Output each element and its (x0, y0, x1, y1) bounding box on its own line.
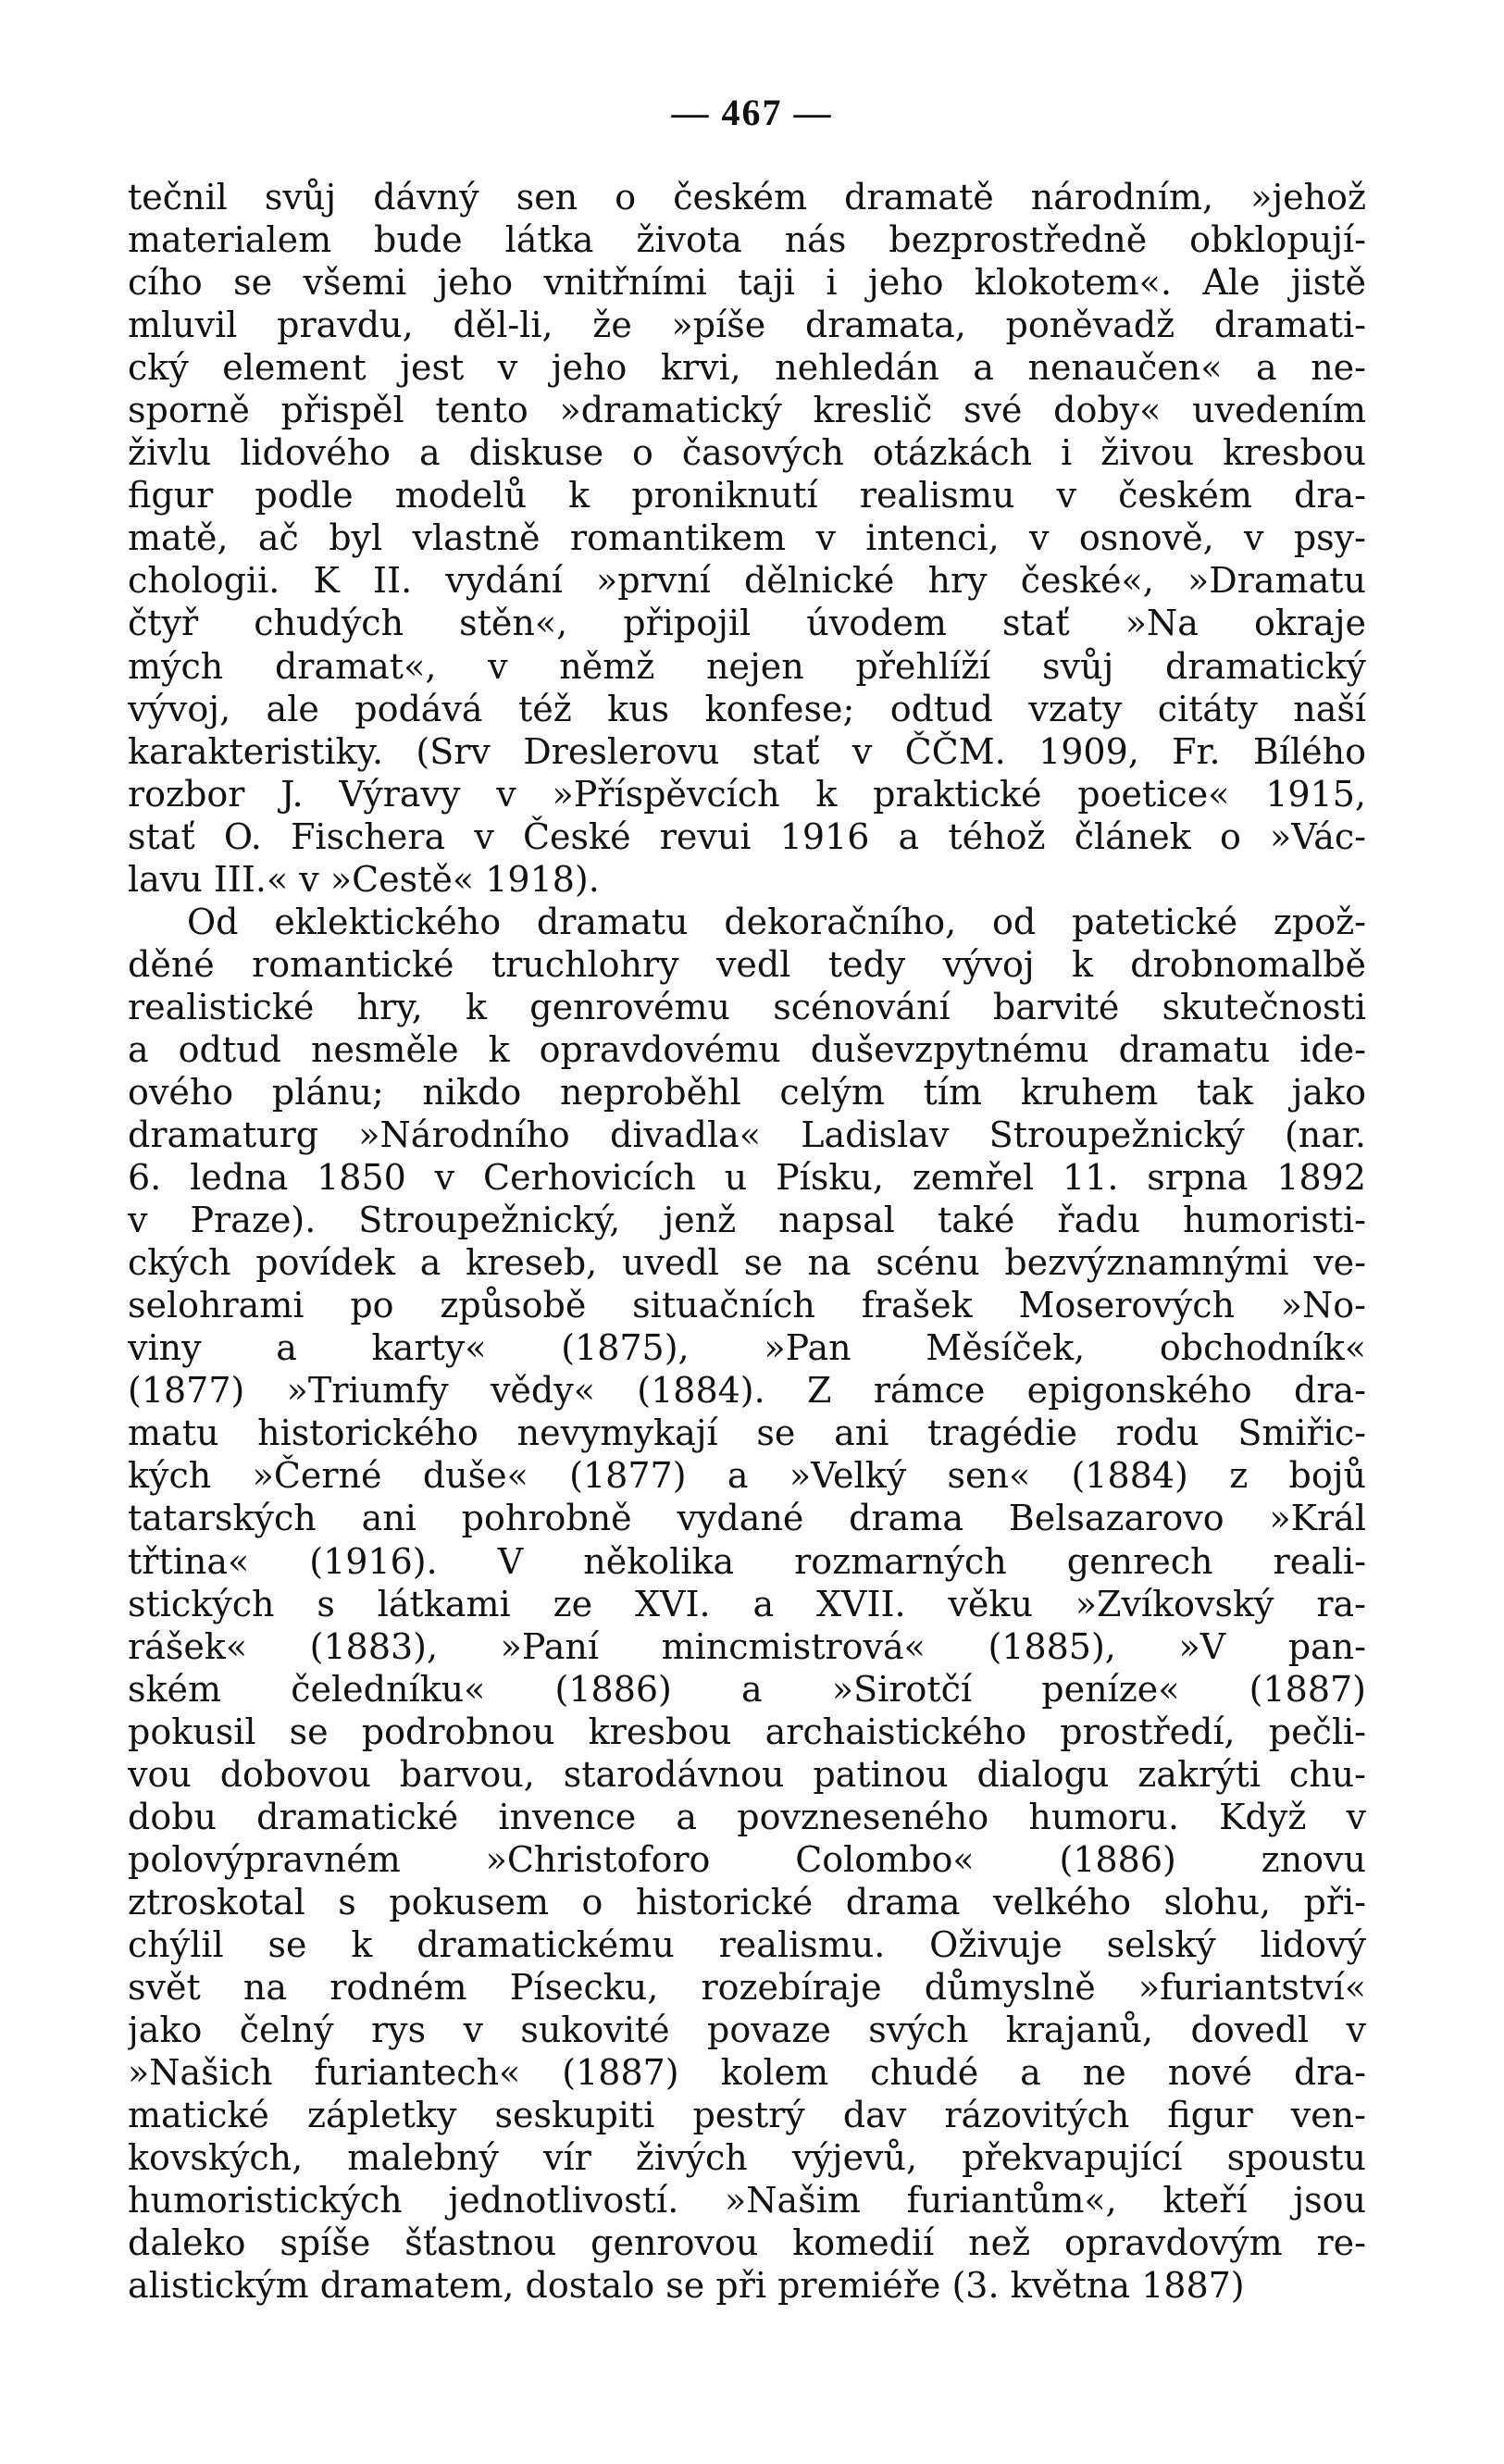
text-line: rozbor J. Výravy v »Příspěvcích k praktické poetice« 1915, (128, 773, 1366, 815)
text-line: tečnil svůj dávný sen o českém dramatě národním, »jehož (128, 177, 1366, 218)
text-line: cího se všemi jeho vnitřními taji i jeho klokotem«. Ale jistě (128, 262, 1366, 304)
text-line: Od eklektického dramatu dekoračního, od patetické zpož- (187, 901, 1366, 942)
text-line: vou dobovou barvou, starodávnou patinou dialogu zakrýti chu- (128, 1753, 1366, 1795)
text-line: chýlil se k dramatickému realismu. Oživuje selský lidový (128, 1923, 1366, 1965)
text-line: a odtud nesměle k opravdovému duševzpytnému dramatu ide- (128, 1028, 1366, 1070)
text-line: sporně přispěl tento »dramatický kreslič své doby« uvedením (128, 390, 1366, 431)
text-line: dramaturg »Národního divadla« Ladislav Stroupežnický (nar. (128, 1114, 1366, 1156)
text-line: karakteristiky. (Srv Dreslerovu stať v ČČM. 1909, Fr. Bílého (128, 730, 1366, 772)
text-line: daleko spíše šťastnou genrovou komedií než opravdovým re- (128, 2222, 1366, 2264)
text-line: kých »Černé duše« (1877) a »Velký sen« (1884) z bojů (128, 1455, 1366, 1497)
text-line: viny a karty« (1875), »Pan Měsíček, obchodník« (128, 1327, 1366, 1369)
text-line: selohrami po způsobě situačních frašek Moserových »No- (128, 1285, 1366, 1326)
text-line: mých dramat«, v němž nejen přehlíží svůj dramatický (128, 645, 1366, 687)
text-line: alistickým dramatem, dostalo se při premiéře (3. května 1887) (128, 2265, 1245, 2307)
text-line: vývoj, ale podává též kus konfese; odtud vzaty citáty naší (128, 688, 1366, 729)
text-line: tatarských ani pohrobně vydané drama Belsazarovo »Král (128, 1498, 1366, 1539)
text-line: matu historického nevymykají se ani tragédie rodu Smiřic- (128, 1412, 1366, 1454)
text-line: »Našich furiantech« (1887) kolem chudé a ne nové dra- (128, 2052, 1366, 2094)
text-line: čtyř chudých stěn«, připojil úvodem stať »Na okraje (128, 603, 1366, 644)
text-line: matě, ač byl vlastně romantikem v intenci, v osnově, v psy- (128, 517, 1366, 559)
text-line: ském čeledníku« (1886) a »Sirotčí peníze« (1887) (128, 1668, 1366, 1710)
text-line: třtina« (1916). V několika rozmarných genrech reali- (128, 1540, 1366, 1582)
text-line: dobu dramatické invence a povzneseného humoru. Když v (128, 1796, 1366, 1837)
text-line: děné romantické truchlohry vedl tedy vývoj k drobnomalbě (128, 943, 1366, 985)
text-line: svět na rodném Písecku, rozebíraje důmyslně »furiantství« (128, 1966, 1366, 2008)
text-line: v Praze). Stroupežnický, jenž napsal také řadu humoristi- (128, 1200, 1366, 1241)
text-line: figur podle modelů k proniknutí realismu v českém dra- (128, 475, 1366, 516)
text-line: matické zápletky seskupiti pestrý dav rázovitých figur ven- (128, 2095, 1366, 2136)
text-line: ztroskotal s pokusem o historické drama velkého slohu, při- (128, 1881, 1366, 1923)
text-line: stať O. Fischera v České revui 1916 a téhož článek o »Vác- (128, 815, 1366, 857)
text-line: chologii. K II. vydání »první dělnické hry české«, »Dramatu (128, 560, 1366, 602)
text-line: stických s látkami ze XVI. a XVII. věku »Zvíkovský ra- (128, 1583, 1366, 1624)
text-line: živlu lidového a diskuse o časových otázkách i živou kresbou (128, 432, 1366, 474)
text-line: realistické hry, k genrovému scénování barvité skutečnosti (128, 986, 1366, 1027)
text-line: pokusil se podrobnou kresbou archaistického prostředí, pečli- (128, 1711, 1366, 1752)
text-line: jako čelný rys v sukovité povaze svých krajanů, dovedl v (128, 2010, 1366, 2051)
text-line: mluvil pravdu, děl-li, že »píše dramata, poněvadž dramati- (128, 305, 1366, 346)
text-line: (1877) »Triumfy vědy« (1884). Z rámce epigonského dra- (128, 1370, 1366, 1412)
text-line: humoristických jednotlivostí. »Našim furiantům«, kteří jsou (128, 2180, 1366, 2221)
text-line: ového plánu; nikdo neproběhl celým tím kruhem tak jako (128, 1071, 1366, 1113)
text-line: rášek« (1883), »Paní mincmistrová« (1885), »V pan- (128, 1625, 1366, 1667)
text-line: polovýpravném »Christoforo Colombo« (1886) znovu (128, 1838, 1366, 1880)
text-line: 6. ledna 1850 v Cerhovicích u Písku, zemřel 11. srpna 1892 (128, 1157, 1366, 1199)
text-line: ckých povídek a kreseb, uvedl se na scénu bezvýznamnými ve- (128, 1242, 1366, 1284)
body-text (128, 176, 1366, 2307)
text-line: materialem bude látka života nás bezprostředně obklopují- (128, 219, 1366, 261)
text-line: cký element jest v jeho krvi, nehledán a nenaučen« a ne- (128, 347, 1366, 389)
page-number: — 467 — (671, 92, 833, 133)
text-line: kovských, malebný vír živých výjevů, překvapující spoustu (128, 2137, 1366, 2179)
text-line: lavu III.« v »Cestě« 1918). (128, 858, 600, 900)
